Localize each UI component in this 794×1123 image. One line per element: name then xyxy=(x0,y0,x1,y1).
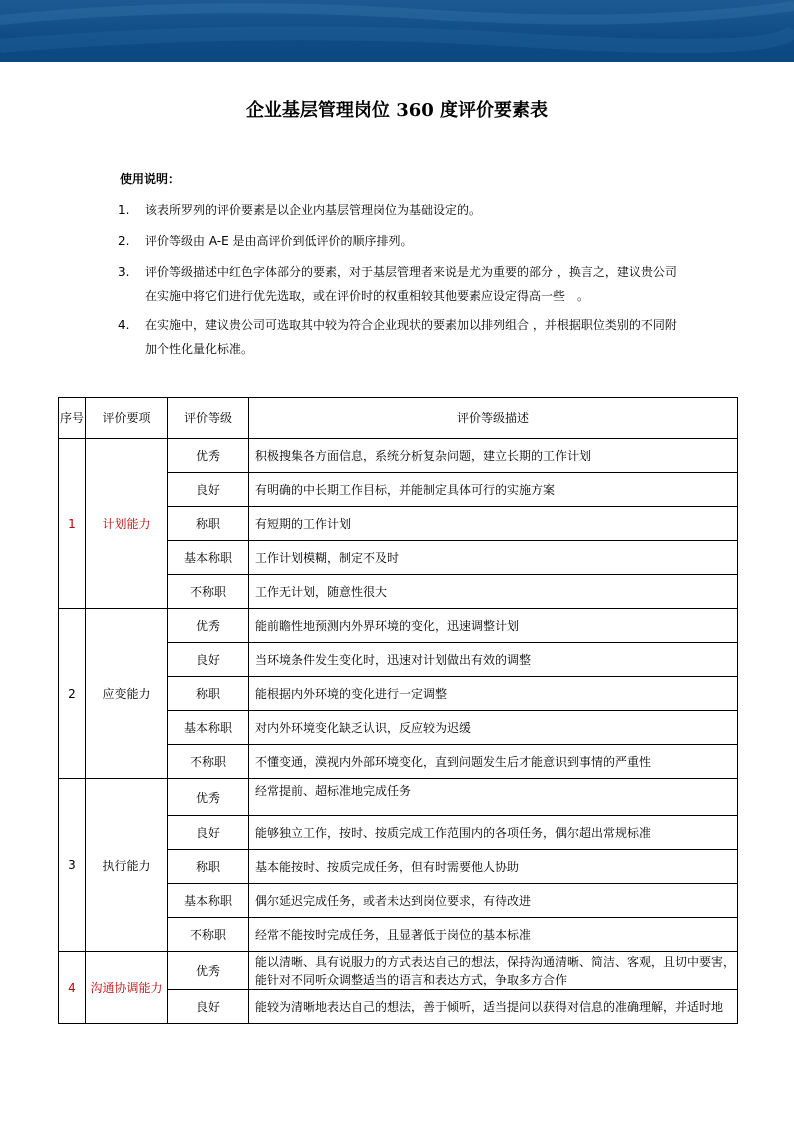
instruction-number: 4. xyxy=(118,318,130,332)
grade-cell: 良好 xyxy=(168,816,249,850)
instruction-text: 在实施中，建议贵公司可选取其中较为符合企业现状的要素加以排列组合 ，并根据职位类别的不同附加个性化量化标准。 xyxy=(145,318,677,356)
description-cell: 能以清晰、具有说服力的方式表达自己的想法，保持沟通清晰、简洁、客观，且切中要害，能针对不同听众调整适当的语言和表达方式，争取多方合作 xyxy=(249,952,738,990)
instruction-text: 评价等级由 A-E 是由高评价到低评价的顺序排列。 xyxy=(145,234,413,248)
description-cell: 有短期的工作计划 xyxy=(249,507,738,541)
description-cell: 能够独立工作，按时、按质完成工作范围内的各项任务，偶尔超出常规标准 xyxy=(249,816,738,850)
description-cell: 不懂变通，漠视内外部环境变化，直到问题发生后才能意识到事情的严重性 xyxy=(249,745,738,779)
group-index: 2 xyxy=(59,609,86,779)
grade-cell: 优秀 xyxy=(168,779,249,816)
grade-cell: 称职 xyxy=(168,507,249,541)
instruction-item xyxy=(118,199,678,221)
instruction-number: 1. xyxy=(118,203,130,217)
grade-cell: 良好 xyxy=(168,473,249,507)
page-title: 企业基层管理岗位 360 度评价要素表 xyxy=(245,100,549,121)
grade-cell: 不称职 xyxy=(168,575,249,609)
grade-cell: 良好 xyxy=(168,643,249,677)
instruction-number: 2. xyxy=(118,234,130,248)
description-cell: 对内外环境变化缺乏认识，反应较为迟缓 xyxy=(249,711,738,745)
grade-cell: 称职 xyxy=(168,850,249,884)
group-index: 1 xyxy=(59,439,86,609)
instruction-text: 该表所罗列的评价要素是以企业内基层管理岗位为基础设定的。 xyxy=(145,203,482,217)
table-row xyxy=(59,952,738,990)
group-factor: 执行能力 xyxy=(86,779,168,952)
description-cell: 工作无计划，随意性很大 xyxy=(249,575,738,609)
grade-cell: 基本称职 xyxy=(168,884,249,918)
grade-cell: 称职 xyxy=(168,677,249,711)
grade-cell: 不称职 xyxy=(168,918,249,952)
instruction-item xyxy=(118,313,678,361)
instruction-item xyxy=(118,230,678,252)
description-cell: 工作计划模糊，制定不及时 xyxy=(249,541,738,575)
instruction-number: 3. xyxy=(118,265,130,279)
grade-cell: 优秀 xyxy=(168,439,249,473)
banner-graphic xyxy=(0,0,794,62)
group-factor: 应变能力 xyxy=(86,609,168,779)
table-row xyxy=(59,609,738,643)
grade-cell: 不称职 xyxy=(168,745,249,779)
description-cell: 能较为清晰地表达自己的想法，善于倾听，适当提问以获得对信息的准确理解，并适时地 xyxy=(249,990,738,1024)
instruction-item xyxy=(118,260,678,308)
grade-cell: 优秀 xyxy=(168,609,249,643)
description-cell: 能前瞻性地预测内外界环境的变化，迅速调整计划 xyxy=(249,609,738,643)
header-description: 评价等级描述 xyxy=(249,398,738,439)
grade-cell: 基本称职 xyxy=(168,541,249,575)
grade-cell: 良好 xyxy=(168,990,249,1024)
grade-cell: 基本称职 xyxy=(168,711,249,745)
header-grade: 评价等级 xyxy=(168,398,249,439)
instructions-heading: 使用说明： xyxy=(120,172,181,186)
evaluation-table xyxy=(58,397,738,1024)
description-cell: 能根据内外环境的变化进行一定调整 xyxy=(249,677,738,711)
table-row xyxy=(59,779,738,816)
description-cell: 当环境条件发生变化时，迅速对计划做出有效的调整 xyxy=(249,643,738,677)
group-index: 4 xyxy=(59,952,86,1024)
grade-cell: 优秀 xyxy=(168,952,249,990)
group-factor: 沟通协调能力 xyxy=(86,952,168,1024)
description-cell: 经常不能按时完成任务，且显著低于岗位的基本标准 xyxy=(249,918,738,952)
group-index: 3 xyxy=(59,779,86,952)
header-factor: 评价要项 xyxy=(86,398,168,439)
table-header-row xyxy=(59,398,738,439)
description-cell: 有明确的中长期工作目标，并能制定具体可行的实施方案 xyxy=(249,473,738,507)
header-banner xyxy=(0,0,794,62)
description-cell: 偶尔延迟完成任务，或者未达到岗位要求，有待改进 xyxy=(249,884,738,918)
group-factor: 计划能力 xyxy=(86,439,168,609)
description-cell: 基本能按时、按质完成任务，但有时需要他人协助 xyxy=(249,850,738,884)
description-cell: 经常提前、超标准地完成任务 xyxy=(249,779,738,816)
header-index: 序号 xyxy=(59,398,86,439)
description-cell: 积极搜集各方面信息，系统分析复杂问题，建立长期的工作计划 xyxy=(249,439,738,473)
table-row xyxy=(59,439,738,473)
instruction-text: 评价等级描述中红色字体部分的要素，对于基层管理者来说是尤为重要的部分 ，换言之，建议贵公司在实施中将它们进行优先选取，或在评价时的权重相较其他要素应设定得高一些 。 xyxy=(145,265,677,303)
